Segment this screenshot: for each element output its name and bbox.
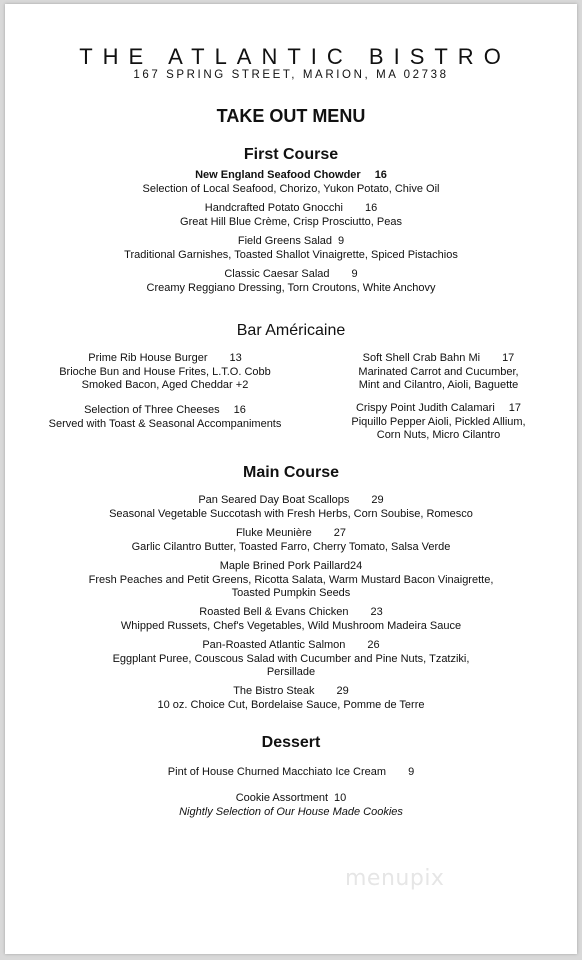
item-name-line <box>5 639 577 653</box>
item-name: Pan Seared Day Boat Scallops <box>198 494 350 506</box>
item-name-line <box>5 560 577 574</box>
item-name: Cookie Assortment <box>235 792 329 804</box>
item-name: Pint of House Churned Macchiato Ice Cream <box>167 766 387 778</box>
item-price: 9 <box>338 235 345 247</box>
dessert-title: Dessert <box>261 734 321 751</box>
item-description: Mint and Cilantro, Aioli, Baguette <box>358 379 519 391</box>
item-name: Prime Rib House Burger <box>88 352 208 364</box>
item-description: Selection of Local Seafood, Chorizo, Yukon Potato, Chive Oil <box>142 182 440 195</box>
menupix-watermark: menupix <box>345 866 445 891</box>
menu-item <box>5 268 577 295</box>
restaurant-address: 167 SPRING STREET, MARION, MA 02738 <box>133 69 449 81</box>
item-price: 9 <box>351 268 358 280</box>
item-description: Nightly Selection of Our House Made Cookies <box>179 805 403 818</box>
item-description: Fresh Peaches and Petit Greens, Ricotta Salata, Warm Mustard Bacon Vinaigrette, <box>88 573 494 586</box>
item-name-line <box>5 606 577 620</box>
item-name-line <box>25 352 305 366</box>
bar-americaine-title: Bar Américaine <box>236 322 346 339</box>
item-description: Smoked Bacon, Aged Cheddar +2 <box>81 379 249 391</box>
item-description: 10 oz. Choice Cut, Bordelaise Sauce, Pomme de Terre <box>157 698 425 711</box>
item-price: 13 <box>229 352 242 364</box>
menu-item <box>5 169 577 196</box>
item-price: 16 <box>233 404 246 416</box>
item-description: Corn Nuts, Micro Cilantro <box>376 429 501 441</box>
item-description: Seasonal Vegetable Succotash with Fresh Herbs, Corn Soubise, Romesco <box>109 507 473 520</box>
item-price: 26 <box>367 639 380 651</box>
item-price: 29 <box>336 685 349 697</box>
item-price: 16 <box>374 169 387 181</box>
menu-item <box>5 527 577 554</box>
item-name: Fluke Meunière <box>235 527 312 539</box>
item-price: 29 <box>371 494 384 506</box>
item-name-line <box>5 527 577 541</box>
item-name-line <box>5 685 577 699</box>
item-name: Soft Shell Crab Bahn Mi <box>362 352 481 364</box>
item-name: Pan-Roasted Atlantic Salmon <box>202 639 346 651</box>
menu-item <box>5 639 577 680</box>
item-name: The Bistro Steak <box>233 685 315 697</box>
item-name: Crispy Point Judith Calamari <box>355 402 495 414</box>
item-name-line <box>5 202 577 216</box>
item-description: Piquillo Pepper Aioli, Pickled Allium, <box>351 415 526 428</box>
item-description: Eggplant Puree, Couscous Salad with Cucumber and Pine Nuts, Tzatziki, <box>112 652 470 665</box>
item-name: Selection of Three Cheeses <box>84 404 220 416</box>
item-price: 24 <box>349 560 363 572</box>
item-price: 9 <box>408 766 415 778</box>
item-name: Classic Caesar Salad <box>224 268 330 280</box>
item-name-line <box>5 268 577 282</box>
menu-page <box>5 4 577 954</box>
item-description: Served with Toast & Seasonal Accompaniments <box>48 417 282 430</box>
item-name: Maple Brined Pork Paillard <box>219 560 350 572</box>
item-name: Field Greens Salad <box>237 235 333 247</box>
item-description: Persillade <box>266 666 316 678</box>
menu-item <box>5 560 577 601</box>
item-name: Roasted Bell & Evans Chicken <box>199 606 349 618</box>
item-price: 17 <box>508 402 522 414</box>
menu-item <box>5 494 577 521</box>
item-description: Great Hill Blue Crème, Crisp Prosciutto, Peas <box>180 215 402 228</box>
restaurant-name: THE ATLANTIC BISTRO <box>79 44 511 69</box>
menu-item <box>25 404 305 431</box>
menu-item <box>5 235 577 262</box>
item-name-line <box>5 766 577 780</box>
main-course-title: Main Course <box>242 464 339 481</box>
item-description: Traditional Garnishes, Toasted Shallot Vinaigrette, Spiced Pistachios <box>124 248 458 261</box>
item-description: Whipped Russets, Chef's Vegetables, Wild Mushroom Madeira Sauce <box>120 619 462 632</box>
item-name-line <box>5 494 577 508</box>
item-price: 23 <box>370 606 383 618</box>
item-price: 17 <box>502 352 515 364</box>
item-name-line <box>5 169 577 183</box>
item-description: Toasted Pumpkin Seeds <box>231 587 351 599</box>
item-name-line <box>5 235 577 249</box>
menu-item <box>5 685 577 712</box>
item-description: Marinated Carrot and Cucumber, <box>358 365 519 378</box>
item-name: Handcrafted Potato Gnocchi <box>204 202 343 214</box>
menu-item <box>5 766 577 780</box>
item-description: Brioche Bun and House Frites, L.T.O. Cobb <box>59 365 271 378</box>
first-course-title: First Course <box>243 146 339 163</box>
item-name-line <box>25 404 305 418</box>
menu-item <box>321 352 556 393</box>
menu-title: TAKE OUT MENU <box>216 106 366 126</box>
menu-item <box>5 792 577 819</box>
menu-item <box>25 352 305 393</box>
item-name: New England Seafood Chowder <box>195 169 361 181</box>
item-price: 16 <box>364 202 378 214</box>
item-description: Garlic Cilantro Butter, Toasted Farro, Cherry Tomato, Salsa Verde <box>131 540 451 553</box>
item-name-line <box>321 402 556 416</box>
item-name-line <box>5 792 577 806</box>
menu-item <box>5 202 577 229</box>
item-name-line <box>321 352 556 366</box>
item-price: 10 <box>334 792 347 804</box>
item-price: 27 <box>333 527 347 539</box>
menu-item <box>5 606 577 633</box>
menu-item <box>321 402 556 443</box>
item-description: Creamy Reggiano Dressing, Torn Croutons, White Anchovy <box>146 281 436 294</box>
